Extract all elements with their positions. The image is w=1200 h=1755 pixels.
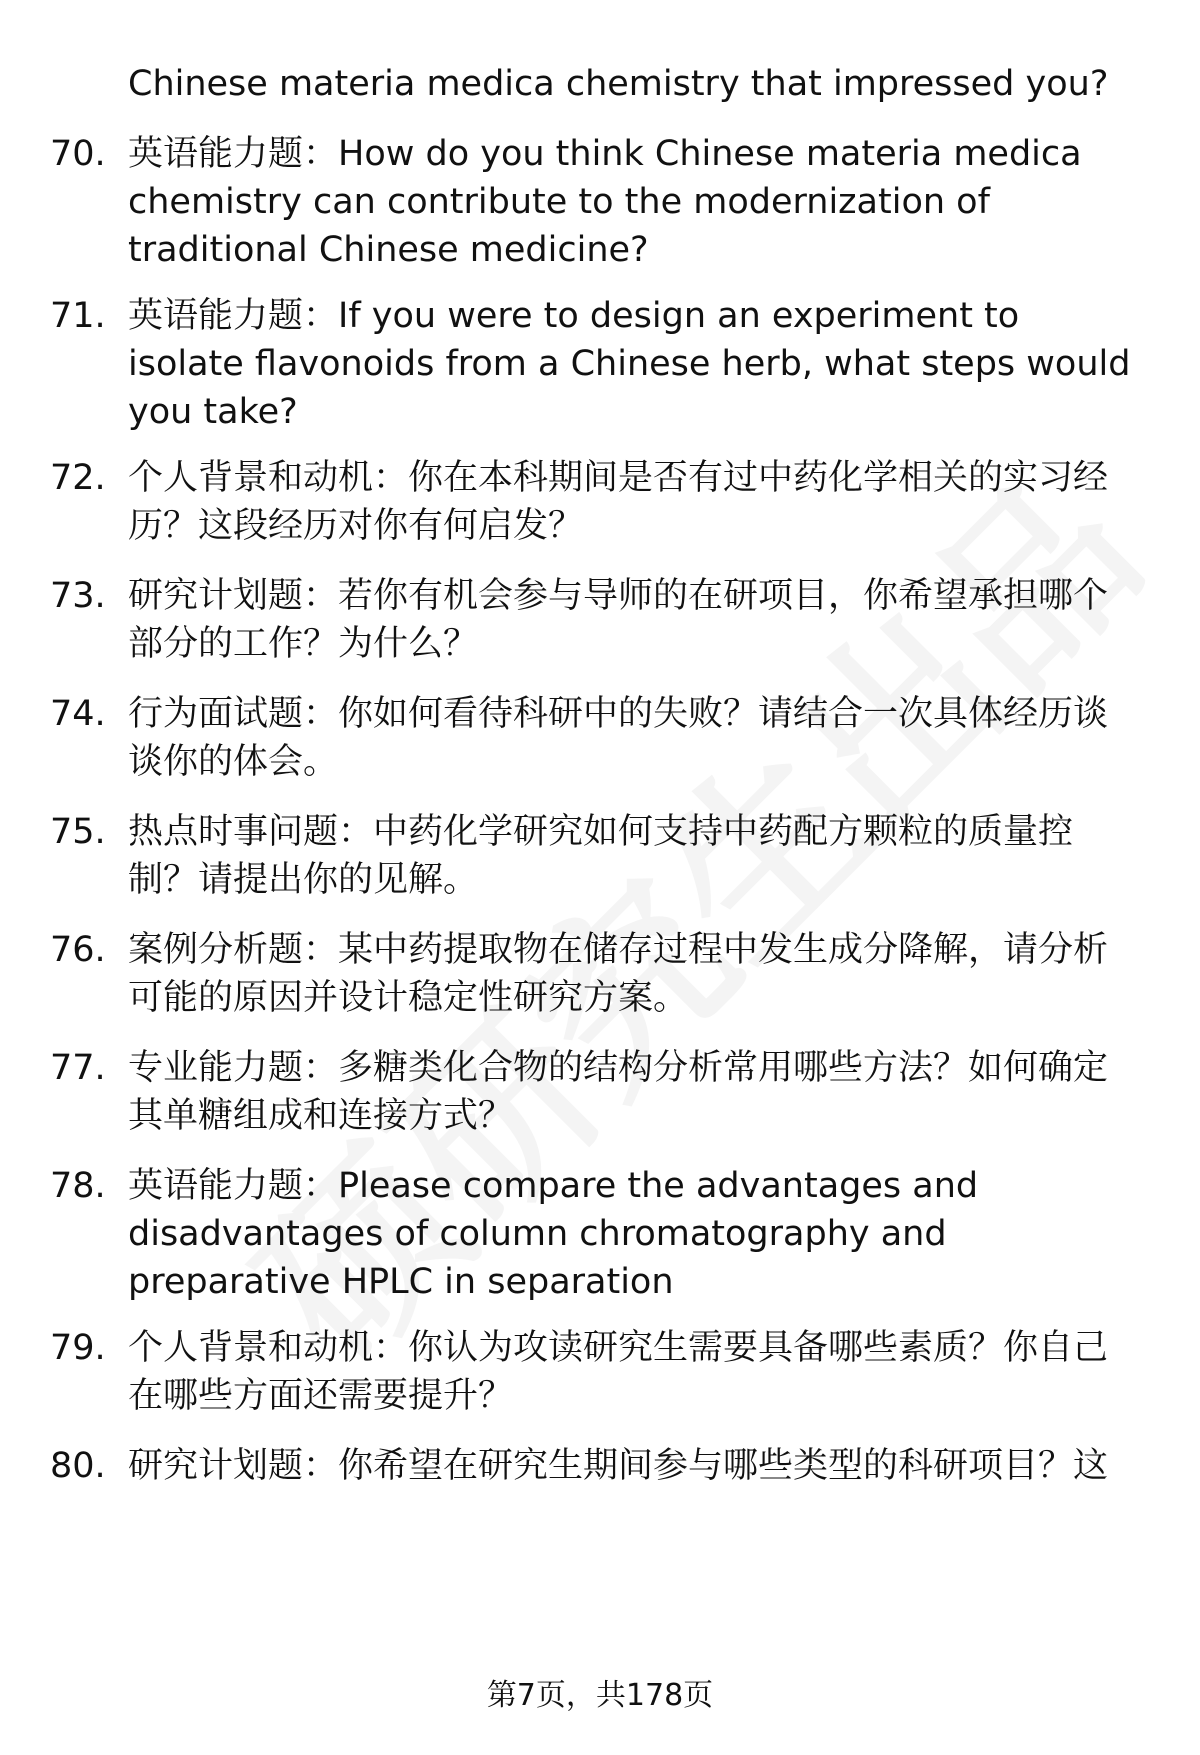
question-number: 71. [50, 296, 106, 336]
question-item [50, 690, 1140, 786]
question-number: 70. [50, 134, 106, 174]
question-item [50, 572, 1140, 668]
question-text: 个人背景和动机：你认为攻读研究生需要具备哪些素质？你自己在哪些方面还需要提升？ [128, 1328, 1109, 1416]
continued-question-text: Chinese materia medica chemistry that impressed you? [128, 64, 1109, 104]
question-text: 研究计划题：你希望在研究生期间参与哪些类型的科研项目？这 [128, 1446, 1109, 1486]
question-number: 78. [50, 1166, 106, 1206]
question-text: 研究计划题：若你有机会参与导师的在研项目，你希望承担哪个部分的工作？为什么？ [128, 576, 1109, 664]
question-item [50, 1044, 1140, 1140]
question-number: 74. [50, 694, 106, 734]
question-number: 80. [50, 1446, 106, 1486]
question-text: 个人背景和动机：你在本科期间是否有过中药化学相关的实习经历？这段经历对你有何启发？ [128, 458, 1109, 546]
question-number: 76. [50, 930, 106, 970]
question-number: 73. [50, 576, 106, 616]
question-item [50, 130, 1140, 274]
question-item [50, 1324, 1140, 1420]
question-text: 热点时事问题：中药化学研究如何支持中药配方颗粒的质量控制？请提出你的见解。 [128, 812, 1074, 900]
question-text: 专业能力题：多糖类化合物的结构分析常用哪些方法？如何确定其单糖组成和连接方式？ [128, 1048, 1109, 1136]
question-text: 英语能力题：Please compare the advantages and disadvantages of column chromatography and preparative HPLC in separation [128, 1166, 979, 1302]
question-text: 案例分析题：某中药提取物在储存过程中发生成分降解，请分析可能的原因并设计稳定性研究方案。 [128, 930, 1109, 1018]
question-item [50, 926, 1140, 1022]
page-number-footer: 第7页，共178页 [486, 1678, 714, 1713]
question-text: 行为面试题：你如何看待科研中的失败？请结合一次具体经历谈谈你的体会。 [128, 694, 1109, 782]
question-number: 72. [50, 458, 106, 498]
question-number: 75. [50, 812, 106, 852]
question-item [50, 808, 1140, 904]
question-item [50, 454, 1140, 550]
question-item [50, 1162, 1140, 1306]
question-number: 79. [50, 1328, 106, 1368]
question-item [50, 1442, 1140, 1490]
question-text: 英语能力题：If you were to design an experiment to isolate flavonoids from a Chinese herb, what steps would you take? [128, 296, 1131, 432]
question-item [50, 292, 1140, 436]
question-number: 77. [50, 1048, 106, 1088]
question-text: 英语能力题：How do you think Chinese materia medica chemistry can contribute to the modernization of traditional Chinese medicine? [128, 134, 1082, 270]
